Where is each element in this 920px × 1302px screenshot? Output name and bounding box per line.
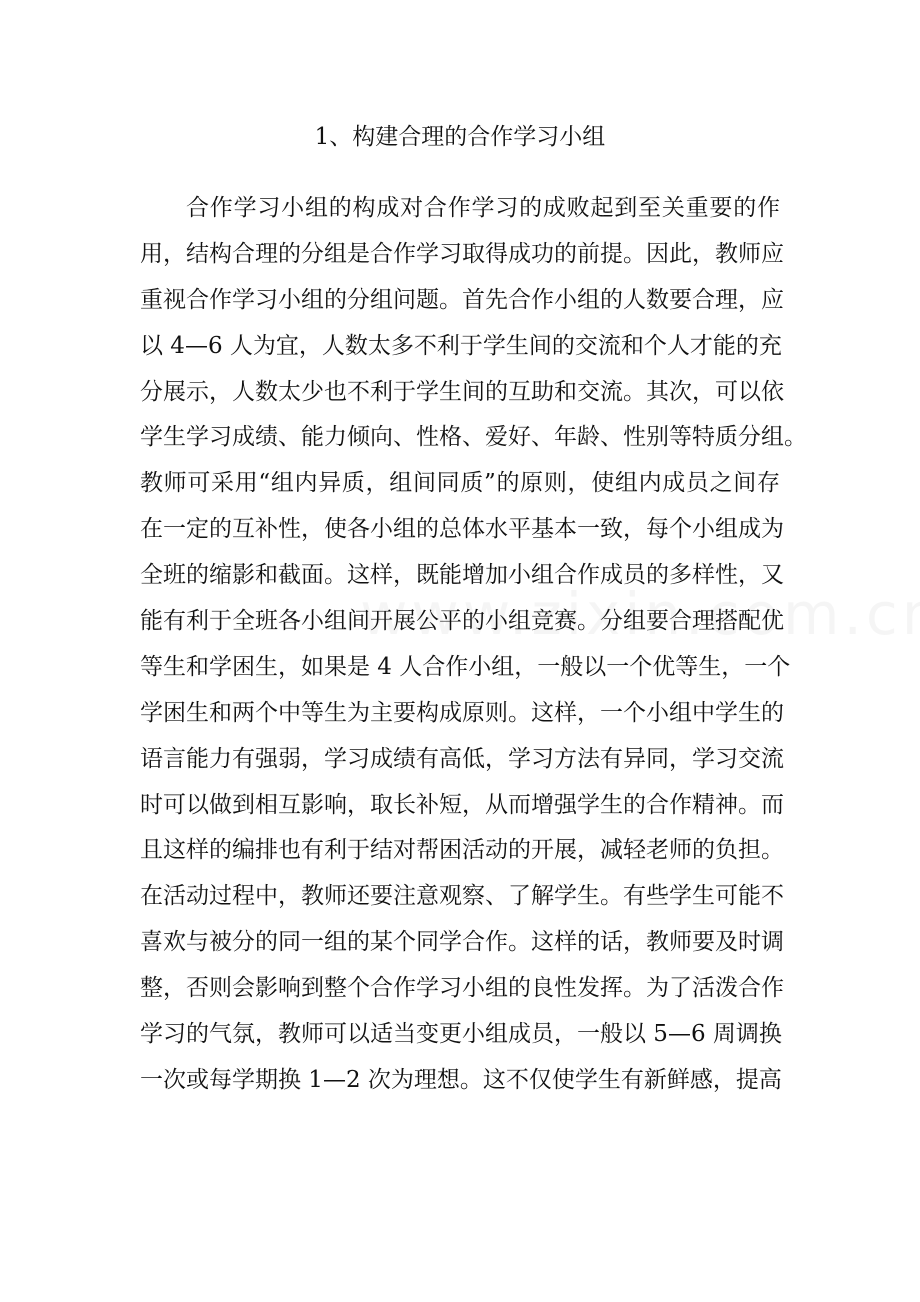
text-line: 在活动过程中，教师还要注意观察、了解学生。有些学生可能不 (140, 883, 784, 910)
text-line: 一次或每学期换 1—2 次为理想。这不仅使学生有新鲜感，提高 (140, 1066, 782, 1093)
text-line: 重视合作学习小组的分组问题。首先合作小组的人数要合理，应 (140, 286, 784, 313)
text-line: 教师可采用“组内异质，组间同质”的原则，使组内成员之间存 (140, 470, 780, 497)
section-heading: 1、构建合理的合作学习小组 (314, 124, 606, 150)
text-line: 学生学习成绩、能力倾向、性格、爱好、年龄、性别等特质分组。 (140, 424, 807, 451)
text-line: 等生和学困生，如果是 4 人合作小组，一般以一个优等生，一个 (140, 653, 791, 680)
body-paragraph (140, 186, 807, 1104)
text-line: 全班的缩影和截面。这样，既能增加小组合作成员的多样性，又 (140, 562, 784, 589)
text-line: 用，结构合理的分组是合作学习取得成功的前提。因此，教师应 (140, 240, 784, 267)
text-line: 且这样的编排也有利于结对帮困活动的开展，减轻老师的负担。 (140, 837, 784, 864)
text-line: 喜欢与被分的同一组的某个同学合作。这样的话，教师要及时调 (140, 929, 784, 956)
text-line: 能有利于全班各小组间开展公平的小组竞赛。分组要合理搭配优 (140, 608, 784, 635)
text-line: 合作学习小组的构成对合作学习的成败起到至关重要的作 (186, 195, 780, 221)
text-line: 分展示，人数太少也不利于学生间的互助和交流。其次，可以依 (140, 378, 784, 405)
text-line: 以 4—6 人为宜，人数太多不利于学生间的交流和个人才能的充 (140, 332, 782, 359)
text-line: 学习的气氛，教师可以适当变更小组成员，一般以 5—6 周调换 (140, 1021, 782, 1048)
text-line: 学困生和两个中等生为主要构成原则。这样，一个小组中学生的 (140, 699, 784, 726)
text-line: 时可以做到相互影响，取长补短，从而增强学生的合作精神。而 (140, 791, 784, 818)
text-line: 语言能力有强弱，学习成绩有高低，学习方法有异同，学习交流 (140, 745, 784, 772)
text-line: 在一定的互补性，使各小组的总体水平基本一致，每个小组成为 (140, 516, 784, 543)
text-line: 整，否则会影响到整个合作学习小组的良性发挥。为了活泼合作 (140, 975, 784, 1002)
